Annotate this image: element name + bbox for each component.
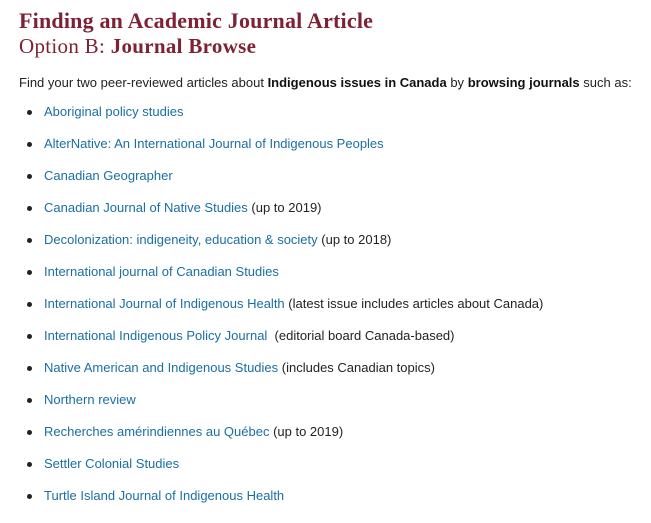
journal-note: (editorial board Canada-based) xyxy=(267,328,455,343)
bullet-icon xyxy=(27,398,32,403)
journal-note: (up to 2019) xyxy=(247,200,322,215)
journal-note: (latest issue includes articles about Canada) xyxy=(284,296,544,311)
journal-link[interactable]: Recherches amérindiennes au Québec xyxy=(44,424,270,439)
journal-link[interactable]: International Indigenous Policy Journal xyxy=(44,328,268,343)
bullet-icon xyxy=(27,494,32,499)
intro-bold-topic: Indigenous issues in Canada xyxy=(267,75,447,90)
list-item xyxy=(19,455,651,487)
bullet-icon xyxy=(27,110,32,115)
journal-link[interactable]: Turtle Island Journal of Indigenous Health xyxy=(44,488,285,503)
intro-text-1: Find your two peer-reviewed articles about xyxy=(19,75,268,90)
journal-link[interactable]: International journal of Canadian Studies xyxy=(44,264,279,279)
list-item xyxy=(19,199,651,231)
journal-list xyxy=(19,103,651,519)
list-item xyxy=(19,295,651,327)
intro-paragraph xyxy=(19,74,651,92)
list-item xyxy=(19,423,651,455)
bullet-icon xyxy=(27,334,32,339)
journal-link[interactable]: Settler Colonial Studies xyxy=(44,456,180,471)
page-subtitle xyxy=(19,34,651,59)
list-item xyxy=(19,263,651,295)
list-item xyxy=(19,327,651,359)
intro-text-2: by xyxy=(446,75,468,90)
list-item xyxy=(19,135,651,167)
bullet-icon xyxy=(27,270,32,275)
subtitle-strong: Journal Browse xyxy=(110,34,257,58)
bullet-icon xyxy=(27,142,32,147)
bullet-icon xyxy=(27,366,32,371)
journal-link[interactable]: Native American and Indigenous Studies xyxy=(44,360,279,375)
bullet-icon xyxy=(27,462,32,467)
subtitle-prefix: Option B: xyxy=(19,34,111,58)
journal-link[interactable]: AlterNative: An International Journal of Indigenous Peoples xyxy=(44,136,384,151)
page-title: Finding an Academic Journal Article xyxy=(19,8,374,33)
intro-bold-method: browsing journals xyxy=(467,75,580,90)
list-item xyxy=(19,359,651,391)
bullet-icon xyxy=(27,302,32,307)
journal-note: (up to 2018) xyxy=(317,232,392,247)
list-item xyxy=(19,231,651,263)
list-item xyxy=(19,167,651,199)
journal-link[interactable]: Decolonization: indigeneity, education & society xyxy=(44,232,318,247)
bullet-icon xyxy=(27,430,32,435)
journal-link[interactable]: Northern review xyxy=(44,392,136,407)
list-item xyxy=(19,391,651,423)
journal-link[interactable]: Aboriginal policy studies xyxy=(44,104,184,119)
list-item xyxy=(19,103,651,135)
bullet-icon xyxy=(27,174,32,179)
journal-link[interactable]: Canadian Geographer xyxy=(44,168,173,183)
list-item xyxy=(19,487,651,519)
journal-note: (up to 2019) xyxy=(269,424,344,439)
bullet-icon xyxy=(27,238,32,243)
journal-link[interactable]: International Journal of Indigenous Health xyxy=(44,296,285,311)
bullet-icon xyxy=(27,206,32,211)
journal-note: (includes Canadian topics) xyxy=(278,360,435,375)
intro-text-3: such as: xyxy=(579,75,632,90)
journal-link[interactable]: Canadian Journal of Native Studies xyxy=(44,200,248,215)
